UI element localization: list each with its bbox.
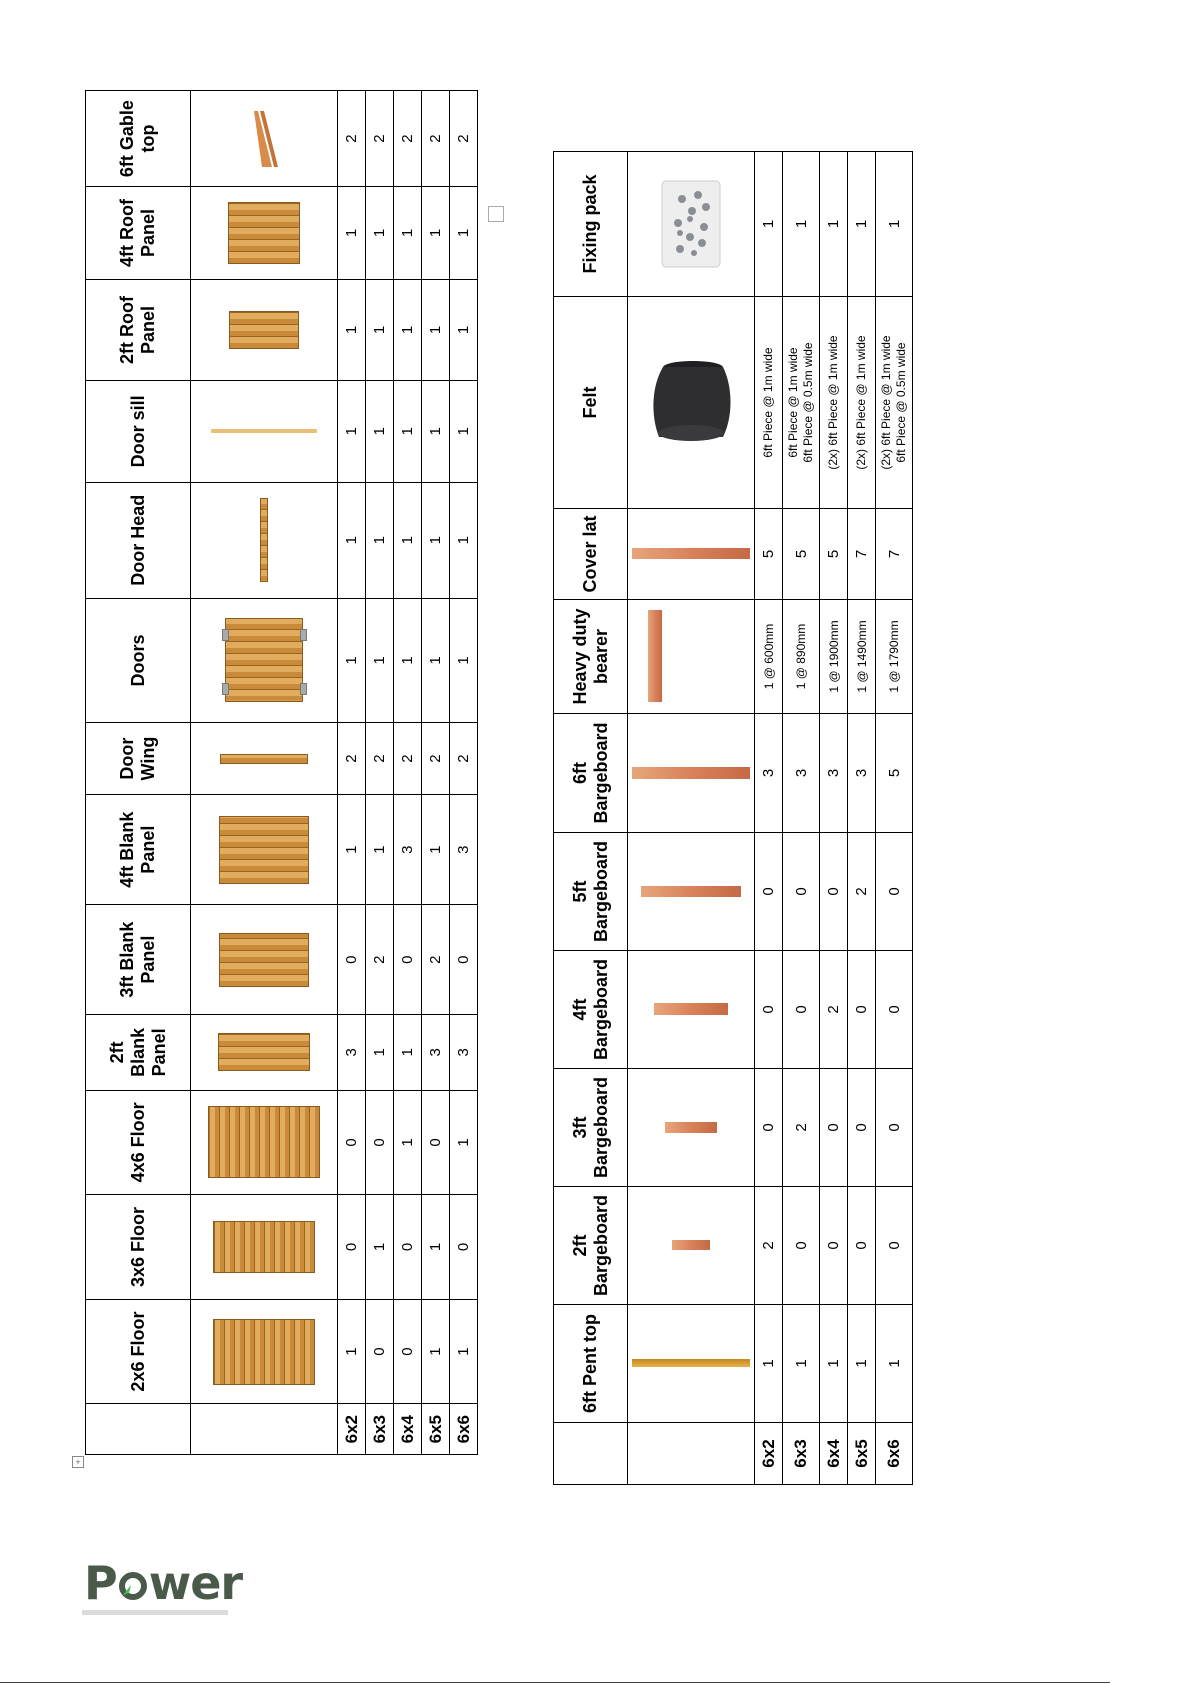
table1-row-6x6 [450,91,478,1455]
felt-cell [755,297,783,509]
table-cell: 0 [876,833,913,951]
table-cell: 0 [820,833,848,951]
table-cell: 2 [783,1069,820,1187]
table-cell: 0 [820,1187,848,1305]
row-label-6x4: 6x4 [820,1423,848,1485]
bargeboard-4ft-image [654,1004,728,1016]
image-cell-5ft-bargeboard [628,833,755,951]
image-cell-door-sill [191,381,338,482]
table-cell: 1 [366,279,394,380]
image-cell-4ft-blank-panel [191,795,338,905]
table-cell: 1 [755,1305,783,1423]
table2-header-corner [554,1423,628,1485]
table-cell: 1 [366,1015,394,1090]
table-cell: 1 [422,482,450,598]
table-cell: 7 [876,509,913,600]
image-cell-felt [628,297,755,509]
row-label-6x6: 6x6 [876,1423,913,1485]
table-cell: 5 [820,509,848,600]
table1-row-6x3 [366,91,394,1455]
table-cell: 1 [338,381,366,482]
table-cell: 1 [338,598,366,722]
image-cell-empty [191,1404,338,1455]
table-cell: 0 [783,833,820,951]
image-cell-2ft-roof-panel [191,279,338,380]
table2-image-row [628,152,755,1485]
table-cell: 5 [876,714,913,833]
table-cell: 1 [450,381,478,482]
table2-row-6x2 [755,152,783,1485]
header-cover-lat: Cover lat [554,509,628,600]
table-cell: 2 [820,951,848,1069]
roof-panel-4ft-image [228,202,300,264]
table-cell: 2 [338,91,366,187]
table-cell: 1 [394,279,422,380]
table-cell: 1 [394,381,422,482]
header-2ft-roof-panel: 2ft Roof Panel [86,279,191,380]
image-cell-4ft-roof-panel [191,187,338,280]
header-4x6-floor: 4x6 Floor [86,1090,191,1195]
table-cell: 1 [755,152,783,297]
image-cell-3ft-bargeboard [628,1069,755,1187]
table-cell: 1 [394,1090,422,1195]
image-cell-door-head [191,482,338,598]
power-logo [84,1556,242,1610]
row-label-6x2: 6x2 [755,1423,783,1485]
bargeboard-3ft-image [665,1122,717,1133]
table-resize-handle-icon[interactable] [488,206,504,222]
header-doors: Doors [86,598,191,722]
image-cell-heavy-duty-bearer [628,600,755,714]
table-cell: 1 [450,482,478,598]
header-6ft-gable-top: 6ft Gable top [86,91,191,187]
table-cell: 2 [848,833,876,951]
header-6ft-bargeboard: 6ft Bargeboard [554,714,628,833]
table1-image-row [191,91,338,1455]
table-cell: 7 [848,509,876,600]
image-cell-6ft-gable-top [191,91,338,187]
table-cell: 2 [366,722,394,794]
bearer-image [648,611,662,703]
row-label-6x4: 6x4 [394,1404,422,1455]
image-cell-fixing-pack [628,152,755,297]
row-label-6x5: 6x5 [848,1423,876,1485]
table-cell: 2 [394,91,422,187]
table-cell: 0 [338,905,366,1015]
table-cell: 1 [422,187,450,280]
table-cell: 1 [422,381,450,482]
table-cell: 1 [394,1015,422,1090]
table-cell: 0 [848,1069,876,1187]
door-head-image [260,498,268,582]
table-cell: 2 [755,1187,783,1305]
table-cell: 0 [876,1187,913,1305]
header-3ft-blank-panel: 3ft Blank Panel [86,905,191,1015]
felt-cell [783,297,820,509]
floor-4x6-image [208,1106,320,1178]
table-cell: 3 [755,714,783,833]
image-cell-4ft-bargeboard [628,951,755,1069]
table-cell: 3 [450,1015,478,1090]
image-cell-2x6-floor [191,1299,338,1404]
table-cell: 1 [422,598,450,722]
gable-top-image [244,109,284,169]
table-cell: 0 [450,905,478,1015]
felt-cell [876,297,913,509]
table2-row-6x6 [876,152,913,1485]
table-cell: 0 [394,1195,422,1300]
header-4ft-bargeboard: 4ft Bargeboard [554,951,628,1069]
table-cell: 1 [422,1299,450,1404]
table-cell: 1 [422,1195,450,1300]
table-cell: 0 [450,1195,478,1300]
hinge-icon [300,629,307,641]
table-cell: 0 [755,833,783,951]
table-cell: 1 [366,1195,394,1300]
components-table-2-wrapper [553,151,913,1485]
table1-header-corner [86,1404,191,1455]
table-cell: 0 [394,1299,422,1404]
table1-row-6x2 [338,91,366,1455]
table-cell: 2 [422,91,450,187]
table-cell: 1 [450,1090,478,1195]
bargeboard-6ft-image [632,767,750,779]
felt-cell [848,297,876,509]
header-2x6-floor: 2x6 Floor [86,1299,191,1404]
image-cell-6ft-pent-top [628,1305,755,1423]
header-4ft-blank-panel: 4ft Blank Panel [86,795,191,905]
components-table-1-wrapper [85,90,478,1455]
table-cell: 1 [366,795,394,905]
table-cell: 1 [338,279,366,380]
image-cell-6ft-bargeboard [628,714,755,833]
table-cell: 2 [394,722,422,794]
header-fixing-pack: Fixing pack [554,152,628,297]
row-label-6x5: 6x5 [422,1404,450,1455]
table-cell: 2 [422,905,450,1015]
table-cell: 3 [783,714,820,833]
header-door-sill: Door sill [86,381,191,482]
table-cell: 1 [783,152,820,297]
table-cell: 1 [394,598,422,722]
image-cell-cover-lat [628,509,755,600]
door-sill-image [211,429,317,433]
table-cell: 2 [450,722,478,794]
table-cell: 0 [783,1187,820,1305]
header-door-wing: Door Wing [86,722,191,794]
table-cell: 3 [394,795,422,905]
table-cell: 1 [366,381,394,482]
felt-roll-image [641,358,741,448]
blank-panel-2ft-image [218,1033,310,1071]
table-cell: 0 [848,951,876,1069]
page-bottom-rule [0,1682,1110,1683]
floor-3x6-image [213,1221,315,1273]
table-cell: 1 [394,187,422,280]
logo-text-end: wer [148,1556,243,1610]
logo-underline [82,1610,228,1615]
table-cell: 0 [876,951,913,1069]
table-cell: 3 [450,795,478,905]
felt-line: (2x) 6ft Piece @ 1m wide [854,335,868,470]
table-cell: 1 [820,1305,848,1423]
table-cell: 1 [783,1305,820,1423]
hinge-icon [300,683,307,695]
table1-row-6x5 [422,91,450,1455]
blank-panel-3ft-image [219,933,309,987]
table-cell: 1 [338,482,366,598]
row-label-6x3: 6x3 [783,1423,820,1485]
table-cell: 0 [394,905,422,1015]
table-cell: 0 [876,1069,913,1187]
header-2ft-blank-panel: 2ft Blank Panel [86,1015,191,1090]
header-heavy-duty-bearer: Heavy duty bearer [554,600,628,714]
table1-row-6x4 [394,91,422,1455]
felt-line: 6ft Piece @ 1m wide [786,347,800,458]
table-cell: 1 @ 1900mm [820,600,848,714]
components-table-2 [553,151,913,1485]
table-cell: 1 [450,187,478,280]
table-cell: 1 [366,482,394,598]
table-cell: 1 [450,598,478,722]
logo-text-start: P [84,1556,117,1610]
logo-o-icon [117,1556,149,1610]
table-cell: 0 [366,1299,394,1404]
table-cell: 3 [338,1015,366,1090]
roof-panel-2ft-image [229,311,299,349]
felt-line: 6ft Piece @ 0.5m wide [894,342,908,463]
header-door-head: Door Head [86,482,191,598]
table1-header-row [86,91,191,1455]
table-cell: 1 @ 1790mm [876,600,913,714]
table-cell: 1 @ 890mm [783,600,820,714]
table-cell: 1 [450,1299,478,1404]
felt-line: (2x) 6ft Piece @ 1m wide [826,335,840,470]
bargeboard-2ft-image [672,1241,710,1251]
table-cell: 1 [820,152,848,297]
header-3x6-floor: 3x6 Floor [86,1195,191,1300]
table-cell: 1 @ 600mm [755,600,783,714]
blank-panel-4ft-image [219,816,309,884]
table-cell: 3 [820,714,848,833]
table-cell: 0 [848,1187,876,1305]
table-cell: 1 [876,1305,913,1423]
image-cell-door-wing [191,722,338,794]
table-cell: 0 [338,1090,366,1195]
table-cell: 3 [422,1015,450,1090]
image-cell-3ft-blank-panel [191,905,338,1015]
image-cell-doors [191,598,338,722]
header-4ft-roof-panel: 4ft Roof Panel [86,187,191,280]
table2-row-6x4 [820,152,848,1485]
table-cell: 0 [422,1090,450,1195]
table-cell: 1 [848,1305,876,1423]
door-wing-image [220,754,308,764]
image-cell-4x6-floor [191,1090,338,1195]
felt-cell [820,297,848,509]
table-cell: 0 [783,951,820,1069]
table-cell: 1 [450,279,478,380]
table2-header-row [554,152,628,1485]
table-cell: 0 [820,1069,848,1187]
floor-2x6-image [213,1319,315,1385]
table-cell: 0 [338,1195,366,1300]
image-cell-empty [628,1423,755,1485]
bargeboard-5ft-image [641,886,741,897]
table-cell: 5 [755,509,783,600]
table-move-handle-icon[interactable]: + [72,1456,84,1468]
header-3ft-bargeboard: 3ft Bargeboard [554,1069,628,1187]
table-cell: 2 [366,91,394,187]
image-cell-2ft-bargeboard [628,1187,755,1305]
doors-image [225,618,303,702]
table-cell: 5 [783,509,820,600]
table-cell: 2 [422,722,450,794]
cover-lat-image [632,549,750,560]
table-cell: 1 [394,482,422,598]
row-label-6x6: 6x6 [450,1404,478,1455]
table2-row-6x3 [783,152,820,1485]
table2-row-6x5 [848,152,876,1485]
image-cell-3x6-floor [191,1195,338,1300]
table-cell: 1 @ 1490mm [848,600,876,714]
felt-line: 6ft Piece @ 0.5m wide [801,342,815,463]
table-cell: 2 [450,91,478,187]
image-cell-2ft-blank-panel [191,1015,338,1090]
table-cell: 1 [366,598,394,722]
table-cell: 1 [366,187,394,280]
table-cell: 1 [848,152,876,297]
header-2ft-bargeboard: 2ft Bargeboard [554,1187,628,1305]
felt-line: (2x) 6ft Piece @ 1m wide [879,335,893,470]
table-cell: 0 [755,951,783,1069]
table-cell: 1 [338,187,366,280]
row-label-6x3: 6x3 [366,1404,394,1455]
felt-line: 6ft Piece @ 1m wide [761,347,775,458]
components-table-1 [85,90,478,1455]
header-5ft-bargeboard: 5ft Bargeboard [554,833,628,951]
hinge-icon [222,683,229,695]
table-cell: 3 [848,714,876,833]
table-cell: 1 [422,795,450,905]
hinge-icon [222,629,229,641]
table-cell: 1 [422,279,450,380]
table-cell: 2 [338,722,366,794]
header-felt: Felt [554,297,628,509]
fixing-pack-image [660,179,722,269]
header-6ft-pent-top: 6ft Pent top [554,1305,628,1423]
table-cell: 2 [366,905,394,1015]
table-cell: 1 [338,1299,366,1404]
table-cell: 0 [366,1090,394,1195]
table-cell: 1 [338,795,366,905]
table-cell: 0 [755,1069,783,1187]
table-cell: 1 [876,152,913,297]
row-label-6x2: 6x2 [338,1404,366,1455]
pent-top-image [632,1360,750,1368]
